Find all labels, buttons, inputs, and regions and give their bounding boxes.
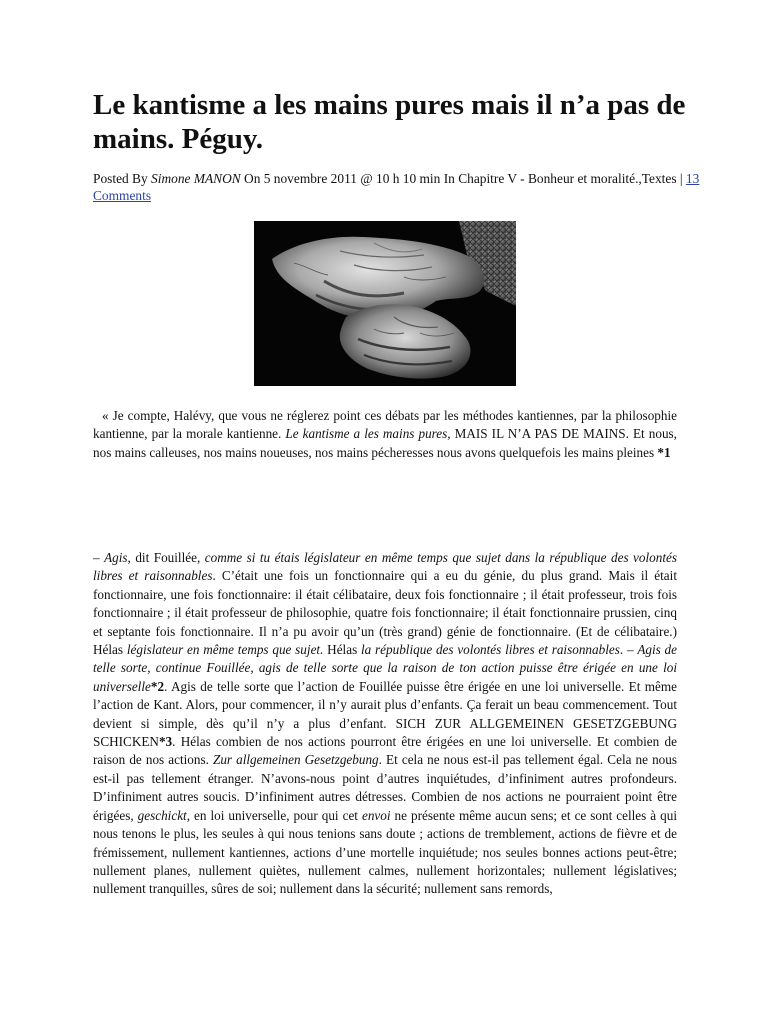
footnote-ref-2: *2 bbox=[150, 678, 165, 694]
body-text: – bbox=[93, 550, 105, 565]
body-emphasis: législateur en même temps que sujet. bbox=[126, 642, 324, 658]
body-text: , dit Fouillée, bbox=[127, 550, 205, 565]
quote-text: « Je compte, Halévy, que vous ne réglerez point ces débats par les méthodes kantiennes, par la philosophie kantienne, par la morale kantienne. bbox=[93, 408, 677, 442]
post-date-category: On 5 novembre 2011 @ 10 h 10 min In Chapitre V - Bonheur et moralité.,Textes | bbox=[240, 171, 686, 186]
footnote-ref-3: *3 bbox=[158, 734, 173, 750]
body-text: . Agis de telle sorte que l’action de Fouillée puisse être érigée en une loi universelle. Et même l’action de Kant. Alors, pour commencer, il n’y aurait plus d’enfants. Ça ferait un beau commencement. Tout devient si simple, dès qu’il n’y a plus d’enfant. SICH ZUR ALLGEMEINEN GESETZGEBUNG SCHICKEN bbox=[93, 678, 677, 750]
body-text: ne présente même aucun sens; et ce sont celles à qui nous tenons le plus, les seules à qui nous tenions sans doute ; actions de tremblement, actions de fièvre et de frémissement, nullement kantiennes, actions d’une mortelle inquiétude; nos seules bonnes actions peut-être; nullement planes, nullement quiètes, nullement calmes, nullement horizontales; nullement législatives; nullement tranquilles, sûres de soi; nullement dans la sécurité; nullement sans remords, bbox=[93, 807, 678, 897]
quote-emphasis: Le kantisme a les mains pures, bbox=[285, 426, 451, 442]
footnote-ref-1: *1 bbox=[657, 444, 671, 460]
posted-by-label: Posted By bbox=[93, 171, 152, 186]
comments-link[interactable]: 13 Comments bbox=[93, 171, 700, 203]
body-emphasis: envoi bbox=[361, 807, 391, 823]
body-text: . Hélas combien de nos actions pourront être érigées en une loi universelle. Et combien de raison de nos actions. bbox=[93, 734, 677, 768]
body-text: . C’était une fois un fonctionnaire qui a eu du génie, du plus grand. Mais il était fonctionnaire, une fois fonctionnaire: il était célibataire, deux fois fonctionnaire ; il était professeur, trois fois fonctionnaire ; il était professeur de philosophie, quatre fois fonctionnaire; il était fonctionnaire prussien, cinq et septante fois fonctionnaire. Il n’a pu avoir qu’un (très grand) génie de fonctionnaire. (Et de célibataire.) Hélas bbox=[93, 568, 677, 658]
body-text: . Et cela ne nous est-il pas tellement égal. Cela ne nous est-il pas tellement étranger. N’avons-nous point d’autres inquiétudes, d’infiniment autres profondeurs. D’infiniment autres soucis. D’infiniment autres détresses. Combien de nos actions ne pourraient point être érigées, bbox=[93, 752, 677, 823]
body-text: . – bbox=[619, 642, 638, 658]
post-meta bbox=[93, 170, 713, 204]
quote-text: MAIS IL N’A PAS DE MAINS. Et nous, nos mains calleuses, nos mains noueuses, nos mains pécheresses nous avons quelquefois les mains pleines bbox=[93, 426, 677, 460]
body-emphasis: Zur allgemeinen Gesetzgebung bbox=[212, 752, 379, 768]
article-title: Le kantisme a les mains pures mais il n’a pas de mains. Péguy. bbox=[93, 89, 686, 155]
body-emphasis: geschickt bbox=[137, 807, 187, 823]
body-paragraph bbox=[93, 549, 677, 899]
body-emphasis: Agis de telle sorte, continue Fouillée, agis de telle sorte que la raison de ton action puisse être érigée en une loi universelle bbox=[93, 642, 678, 694]
body-emphasis: Agis bbox=[104, 550, 128, 565]
body-emphasis: la république des volontés libres et raisonnables bbox=[361, 642, 620, 658]
body-emphasis: comme si tu étais législateur en même temps que sujet dans la république des volontés libres et raisonnables bbox=[93, 550, 678, 584]
body-text: Hélas bbox=[323, 642, 361, 658]
body-text: , en loi universelle, pour qui cet bbox=[186, 807, 362, 823]
quote-paragraph bbox=[93, 407, 677, 462]
author-name: Simone MANON bbox=[151, 171, 241, 186]
hands-photo bbox=[254, 221, 516, 386]
